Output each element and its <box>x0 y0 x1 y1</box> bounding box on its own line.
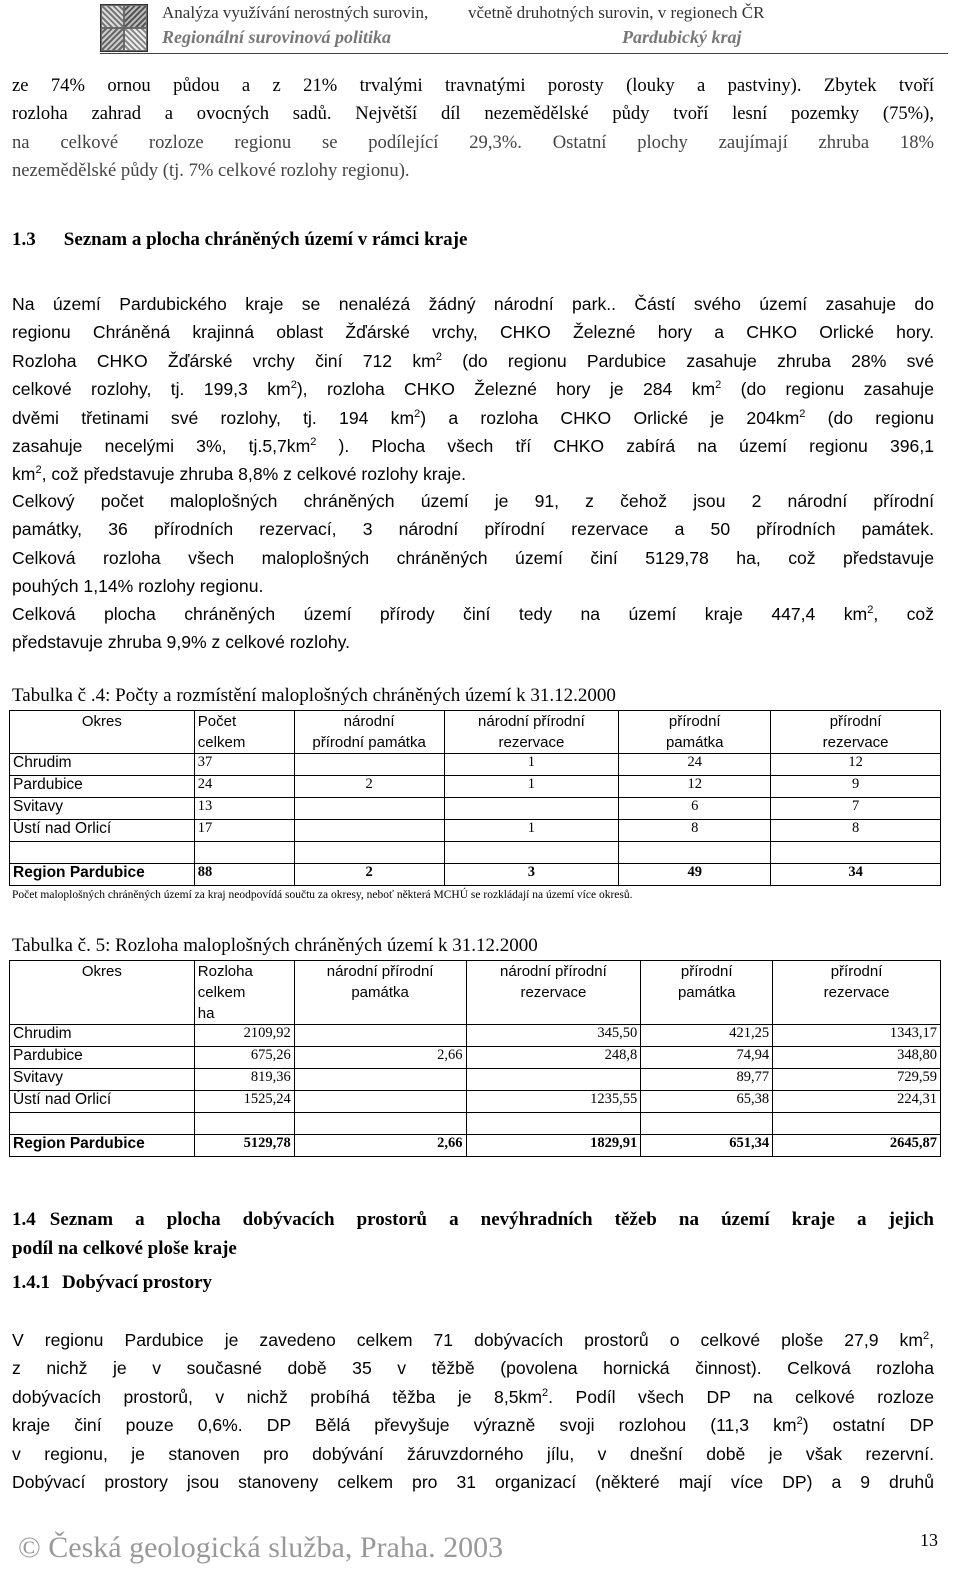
table-cell: 49 <box>619 864 771 886</box>
table-cell <box>444 798 619 820</box>
table-cell: 9 <box>771 776 941 798</box>
text-fragment: V regionu Pardubice je zavedeno celkem 71 dobývacích prostorů o celkové ploše 27,9 km <box>12 1330 923 1350</box>
table-cell: 675,26 <box>194 1047 294 1069</box>
section-title-continued: podíl na celkové ploše kraje <box>12 1238 237 1259</box>
table-header-row <box>10 711 941 754</box>
column-header: přírodní památka <box>619 711 771 754</box>
column-header: přírodní památka <box>641 961 773 1025</box>
column-header: národní přírodní památka <box>294 711 444 754</box>
table-row <box>10 1047 941 1069</box>
table-cell: 8 <box>619 820 771 842</box>
column-header: Okres <box>10 711 195 754</box>
table-total-row <box>10 864 941 886</box>
column-header: Počet celkem <box>194 711 294 754</box>
text-line: památky, 36 přírodních rezervací, 3 národní přírodní rezervace a 50 přírodních památek. <box>12 519 934 540</box>
text-fragment: ) a rozloha CHKO Orlické je 204km <box>420 407 800 428</box>
column-header: přírodní rezervace <box>773 961 941 1025</box>
table-cell: 1343,17 <box>773 1025 941 1047</box>
table-cell: 729,59 <box>773 1069 941 1091</box>
section-title: Seznam a plocha dobývacích prostorů a nevýhradních těžeb na území kraje a jejich <box>49 1209 934 1230</box>
superscript: 2 <box>867 604 874 616</box>
text-fragment: , což představuje zhruba 8,8% z celkové rozlohy kraje. <box>41 464 466 485</box>
text-line: Dobývací prostory jsou stanoveny celkem pro 31 organizací (některé mají více DP) a 9 druhů <box>12 1472 934 1493</box>
subsection-number: 1.4.1 <box>12 1272 50 1293</box>
table-cell: 89,77 <box>641 1069 773 1091</box>
table-cell: 2,66 <box>294 1047 466 1069</box>
text-fragment: (do regionu <box>805 407 934 428</box>
table-cell: 2,66 <box>294 1135 466 1157</box>
table-row <box>10 798 941 820</box>
table-cell: 2 <box>294 864 444 886</box>
text-fragment: , <box>929 1330 934 1350</box>
czech-coat-of-arms-logo <box>100 4 148 52</box>
table-row <box>10 1091 941 1113</box>
subsection-title: Dobývací prostory <box>62 1272 213 1293</box>
superscript: 2 <box>35 464 42 477</box>
section-number: 1.3 <box>12 229 36 250</box>
header-row-2 <box>162 27 742 48</box>
table-cell: 1235,55 <box>466 1091 641 1113</box>
table-cell: 421,25 <box>641 1025 773 1047</box>
header-project-title: Analýza využívání nerostných surovin, <box>162 3 429 22</box>
table-5-caption: Tabulka č. 5: Rozloha maloplošných chráněných území k 31.12.2000 <box>12 935 538 956</box>
text-line: regionu Chráněná krajinná oblast Žďárské vrchy, CHKO Železné hory a CHKO Orlické hory. <box>12 322 934 343</box>
column-header: Rozloha celkem ha <box>194 961 294 1025</box>
superscript: 2 <box>414 407 421 420</box>
table-cell: 24 <box>619 754 771 776</box>
section-1-3-paragraph-1 <box>12 290 934 489</box>
table-4-caption: Tabulka č .4: Počty a rozmístění maloplošných chráněných území k 31.12.2000 <box>12 685 616 706</box>
table-cell: 1 <box>444 820 619 842</box>
table-cell: 34 <box>771 864 941 886</box>
text-line: rozloha zahrad a ovocných sadů. Největší díl nezemědělské půdy tvoří lesní pozemky (75%), <box>12 103 934 125</box>
table-header-row <box>10 961 941 1025</box>
table-4-footnote: Počet maloplošných chráněných území za kraj neodpovídá součtu za okresy, neboť některá MCHÚ se rozkládají na území více okresů. <box>12 889 633 901</box>
text-fragment: ), rozloha CHKO Železné hory je 284 km <box>296 379 716 400</box>
superscript: 2 <box>290 379 297 392</box>
text-fragment: dvěmi třetinami své rozlohy, tj. 194 km <box>12 407 415 428</box>
table-cell: Pardubice <box>10 1047 195 1069</box>
table-total-row <box>10 1135 941 1157</box>
table-cell: 248,8 <box>466 1047 641 1069</box>
table-cell: 651,34 <box>641 1135 773 1157</box>
text-line: nezemědělské půdy (tj. 7% celkové rozlohy regionu). <box>12 160 410 182</box>
table-cell: 6 <box>619 798 771 820</box>
table-cell: 88 <box>194 864 294 886</box>
section-title: Seznam a plocha chráněných území v rámci kraje <box>63 229 468 250</box>
header-project-subtitle: včetně druhotných surovin, v regionech ČR <box>468 3 765 22</box>
section-1-4-1-heading <box>12 1272 212 1294</box>
column-header: přírodní rezervace <box>771 711 941 754</box>
table-spacer-row <box>10 842 941 864</box>
table-cell: 224,31 <box>773 1091 941 1113</box>
table-cell: Region Pardubice <box>10 864 195 886</box>
table-cell: Ústí nad Orlicí <box>10 820 195 842</box>
section-1-4-1-paragraph <box>12 1326 934 1496</box>
table-row <box>10 754 941 776</box>
superscript: 2 <box>715 379 722 392</box>
text-line: Na území Pardubického kraje se nenalézá žádný národní park.. Částí svého území zasahuje do <box>12 294 934 314</box>
table-row <box>10 776 941 798</box>
table-cell: Pardubice <box>10 776 195 798</box>
table-cell: 1829,91 <box>466 1135 641 1157</box>
text-line: z nichž je v současné době 35 v těžbě (povolena hornická činnost). Celková rozloha <box>12 1358 934 1379</box>
text-fragment: celkové rozlohy, tj. 199,3 km <box>12 379 291 400</box>
text-line: ze 74% ornou půdou a z 21% trvalými travnatými porosty (louky a pastviny). Zbytek tvoří <box>12 75 934 96</box>
text-fragment: Celková plocha chráněných území přírody činí tedy na území kraje 447,4 km <box>12 604 868 624</box>
table-cell: 2 <box>294 776 444 798</box>
table-cell <box>294 798 444 820</box>
superscript: 2 <box>541 1386 549 1399</box>
table-cell: Region Pardubice <box>10 1135 195 1157</box>
text-line: Celkový počet maloplošných chráněných území je 91, z čehož jsou 2 národní přírodní <box>12 491 934 511</box>
text-fragment: dobývacích prostorů, v nichž probíhá těžba je 8,5km <box>12 1386 542 1407</box>
table-cell <box>294 820 444 842</box>
table-cell: 7 <box>771 798 941 820</box>
table-cell: 12 <box>771 754 941 776</box>
text-fragment: (do regionu Pardubice zasahuje zhruba 28% své <box>441 350 935 371</box>
column-header: národní přírodní památka <box>294 961 466 1025</box>
table-cell: 1 <box>444 776 619 798</box>
table-5 <box>9 960 941 1157</box>
table-cell: 2645,87 <box>773 1135 941 1157</box>
table-cell <box>294 1025 466 1047</box>
header-region-name: Pardubický kraj <box>622 27 742 47</box>
table-cell: Svitavy <box>10 1069 195 1091</box>
table-cell: 24 <box>194 776 294 798</box>
column-header: národní přírodní rezervace <box>444 711 619 754</box>
table-spacer-row <box>10 1113 941 1135</box>
text-fragment: zasahuje necelými 3%, tj.5,7km <box>12 436 311 457</box>
table-cell: 12 <box>619 776 771 798</box>
table-cell: 5129,78 <box>194 1135 294 1157</box>
header-policy-title: Regionální surovinová politika <box>162 27 392 47</box>
table-cell: 2109,92 <box>194 1025 294 1047</box>
table-cell <box>294 754 444 776</box>
table-cell: Chrudim <box>10 754 195 776</box>
table-cell: 1 <box>444 754 619 776</box>
text-fragment: km <box>12 464 36 485</box>
text-fragment: (do regionu zasahuje <box>721 379 934 400</box>
table-cell: 1525,24 <box>194 1091 294 1113</box>
superscript: 2 <box>799 407 806 420</box>
table-cell: Chrudim <box>10 1025 195 1047</box>
table-4 <box>9 710 941 886</box>
table-cell: 37 <box>194 754 294 776</box>
text-fragment: ). Plocha všech tří CHKO zabírá na území regionu 396,1 <box>316 436 934 457</box>
column-header: Okres <box>10 961 195 1025</box>
text-fragment: , což <box>873 604 934 624</box>
text-fragment: . Podíl všech DP na celkové rozloze <box>548 1386 934 1407</box>
table-cell: 345,50 <box>466 1025 641 1047</box>
column-header: národní přírodní rezervace <box>466 961 641 1025</box>
superscript: 2 <box>796 1415 803 1428</box>
section-1-3-paragraph-3 <box>12 600 934 657</box>
table-cell: 348,80 <box>773 1047 941 1069</box>
text-line: pouhých 1,14% rozlohy regionu. <box>12 576 264 597</box>
table-row <box>10 1069 941 1091</box>
superscript: 2 <box>310 436 317 449</box>
section-number: 1.4 <box>12 1209 36 1230</box>
section-1-4-heading <box>12 1205 934 1263</box>
superscript: 2 <box>922 1330 930 1342</box>
text-fragment: kraje činí pouze 0,6%. DP Bělá převyšuje výrazně svoji rozlohou (11,3 km <box>12 1415 797 1436</box>
table-row <box>10 1025 941 1047</box>
intro-paragraph <box>12 72 934 186</box>
table-cell <box>466 1069 641 1091</box>
table-cell: 65,38 <box>641 1091 773 1113</box>
text-line: představuje zhruba 9,9% z celkové rozlohy. <box>12 632 351 653</box>
section-1-3-paragraph-2 <box>12 487 934 601</box>
table-row <box>10 820 941 842</box>
footer-copyright: © Česká geologická služba, Praha. 2003 <box>18 1531 504 1564</box>
table-cell: 13 <box>194 798 294 820</box>
table-cell: 17 <box>194 820 294 842</box>
table-cell: Svitavy <box>10 798 195 820</box>
table-cell: 74,94 <box>641 1047 773 1069</box>
table-cell: 3 <box>444 864 619 886</box>
table-cell <box>294 1069 466 1091</box>
text-line: na celkové rozloze regionu se podílející 29,3%. Ostatní plochy zaujímají zhruba 18% <box>12 131 934 153</box>
page-header <box>100 0 948 52</box>
table-cell: 819,36 <box>194 1069 294 1091</box>
superscript: 2 <box>435 350 442 363</box>
text-fragment: ) ostatní DP <box>802 1415 934 1436</box>
text-line: v regionu, je stanoven pro dobývání žáruvzdorného jílu, v dnešní době je však rezervní. <box>12 1443 934 1464</box>
text-line: Celková rozloha všech maloplošných chráněných území činí 5129,78 ha, což představuje <box>12 547 934 568</box>
table-cell: Ústí nad Orlicí <box>10 1091 195 1113</box>
table-cell <box>294 1091 466 1113</box>
section-1-3-heading <box>12 229 467 251</box>
header-divider <box>100 53 948 54</box>
header-row-1 <box>162 3 765 23</box>
page-number: 13 <box>920 1530 938 1550</box>
table-cell: 8 <box>771 820 941 842</box>
text-fragment: Rozloha CHKO Žďárské vrchy činí 712 km <box>12 350 436 371</box>
